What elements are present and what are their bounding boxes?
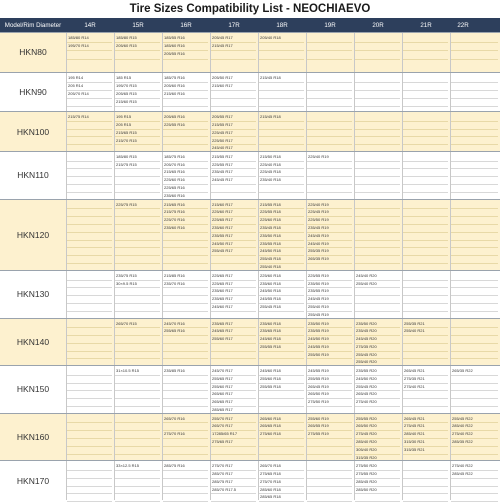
tire-size-cell: 285/45 R22 — [451, 470, 498, 479]
model-group — [0, 32, 500, 72]
tire-size-cell: 235/55 R19 — [307, 287, 352, 296]
tire-size-cell: 255/45 R18 — [259, 255, 304, 264]
tire-size-cell: 255/55 R20 — [355, 415, 400, 424]
tire-size-cell: 275/35 R20 — [355, 343, 400, 352]
tire-size-cell: 245/50 R18 — [259, 287, 304, 296]
tire-size-cell: 235/65 R17 — [211, 320, 256, 329]
model-group — [0, 72, 500, 112]
tire-size-cell: 275/40 R22 — [451, 430, 498, 439]
model-group — [0, 460, 500, 500]
tire-size-cell: 275/70 R16 — [163, 430, 208, 439]
tire-size-cell: 205/65 R15 — [115, 90, 160, 99]
tire-size-cell: 235/60 R18 — [259, 320, 304, 329]
tire-size-cell: 265/45 R20 — [355, 390, 400, 399]
tire-size-cell: 235/55 R20 — [355, 367, 400, 376]
tire-size-cell: 235/50 R20 — [355, 320, 400, 329]
header-col-20r: 20R — [372, 21, 384, 29]
tire-size-cell: 215/65 R16 — [163, 201, 208, 210]
model-name: HKN80 — [19, 47, 47, 58]
tire-size-cell: 285/35 R22 — [451, 438, 498, 447]
tire-size-cell: 235/50 R19 — [307, 320, 352, 329]
header-col-14r: 14R — [84, 21, 96, 29]
tire-size-cell — [451, 98, 498, 107]
tire-size-cell: 255/40 R20 — [355, 280, 400, 289]
tire-size-cell: 225/45 R19 — [307, 208, 352, 217]
tire-size-cell: 215/60 R17 — [211, 201, 256, 210]
tire-size-cell: 255/55 R18 — [259, 383, 304, 392]
tire-size-cell: 265/70 R17 — [211, 422, 256, 431]
tire-size-cell — [451, 50, 498, 59]
tire-size-cell: 275/50 R20 — [355, 462, 400, 471]
tire-size-cell — [403, 493, 448, 502]
tire-size-cell: 205/60 R16 — [163, 82, 208, 91]
model-group — [0, 365, 500, 413]
tire-size-cell: 235/65 R17 — [211, 295, 256, 304]
tire-size-cell: 205/50 R17 — [211, 74, 256, 83]
tire-size-cell: 215/55 R17 — [211, 153, 256, 162]
tire-size-cell: 235/75 R15 — [115, 272, 160, 281]
tire-size-cell: 235/50 R19 — [307, 280, 352, 289]
tire-size-cell: 255/65 R17 — [211, 375, 256, 384]
tire-size-cell: 225/40 R18 — [259, 161, 304, 170]
tire-size-cell: 235/55 R18 — [259, 240, 304, 249]
tire-size-cell: 185/55 R16 — [163, 34, 208, 43]
tire-size-cell: 215/65 R16 — [163, 168, 208, 177]
tire-size-cell — [67, 98, 112, 107]
tire-size-cell: 285/40 R22 — [451, 422, 498, 431]
tire-size-cell: 275/45 R20 — [355, 430, 400, 439]
tire-size-cell: 225/65 R17 — [211, 280, 256, 289]
tire-size-cell: 215/70 R15 — [115, 137, 160, 146]
header-col-19r: 19R — [324, 21, 336, 29]
tire-size-cell: 275/40 R22 — [451, 462, 498, 471]
tire-size-cell — [163, 98, 208, 107]
header-col-18r: 18R — [276, 21, 288, 29]
model-name: HKN170 — [16, 475, 50, 486]
tire-size-cell: 255/45 R20 — [355, 351, 400, 360]
tire-size-cell: 275/55 R20 — [355, 470, 400, 479]
model-group — [0, 318, 500, 366]
tire-size-cell: 235/85 R16 — [163, 367, 208, 376]
tire-size-cell: 225/40 R19 — [307, 153, 352, 162]
tire-size-cell: 215/45 R18 — [259, 113, 304, 122]
tire-size-cell: 285/75 R17 — [211, 478, 256, 487]
tire-size-cell: 275/60 R18 — [259, 430, 304, 439]
tire-size-cell: 225/40 R19 — [307, 201, 352, 210]
tire-size-cell: 255/40 R19 — [307, 303, 352, 312]
tire-size-cell: 265/65 R17 — [211, 398, 256, 407]
tire-size-cell: 285/60 R18 — [259, 486, 304, 495]
tire-size-cell: 245/40 R20 — [355, 272, 400, 281]
tire-size-cell: 315/35 R20 — [355, 454, 400, 463]
tire-size-cell: 275/40 R21 — [403, 383, 448, 392]
tire-size-cell: 245/50 R17 — [211, 240, 256, 249]
tire-size-cell: 205/40 R18 — [259, 34, 304, 43]
tire-size-cell: 305/40 R20 — [355, 446, 400, 455]
tire-size-cell: 285/40 R21 — [403, 430, 448, 439]
tire-size-cell: 205/60 R15 — [115, 42, 160, 51]
tire-size-cell: 285/50 R20 — [355, 486, 400, 495]
tire-size-cell: 205/70 R14 — [67, 90, 112, 99]
tire-size-cell: 245/40 R17 — [211, 144, 256, 153]
tire-size-cell: 275/40 R20 — [355, 398, 400, 407]
tire-size-cell: 275/45 R21 — [403, 422, 448, 431]
tire-size-cell: 225/60 R18 — [259, 272, 304, 281]
tire-size-cell: 235/45 R19 — [307, 224, 352, 233]
tire-size-cell: 195 R15 — [115, 113, 160, 122]
tire-size-cell — [115, 50, 160, 59]
tire-size-cell: 315/35 R21 — [403, 446, 448, 455]
tire-size-cell — [163, 493, 208, 502]
tire-size-cell: 185/80 R15 — [115, 34, 160, 43]
tire-size-cell: 235/45 R20 — [355, 327, 400, 336]
tire-size-cell: 235/65 R18 — [259, 327, 304, 336]
tire-size-cell: 225/45 R17 — [211, 129, 256, 138]
model-name: HKN140 — [16, 336, 50, 347]
tire-size-cell: 235/45 R17 — [211, 168, 256, 177]
tire-size-cell — [115, 493, 160, 502]
model-name: HKN110 — [17, 170, 49, 181]
tire-size-cell: 285/65 R18 — [259, 493, 304, 502]
tire-size-cell: 215/60 R16 — [163, 90, 208, 99]
tire-size-cell: 245/55 R19 — [307, 367, 352, 376]
tire-size-cell: 265/60 R17 — [211, 390, 256, 399]
tire-size-cell: 215/55 R18 — [259, 201, 304, 210]
tire-size-cell — [307, 50, 352, 59]
tire-size-cell: 255/35 R21 — [403, 320, 448, 329]
header-col-22r: 22R — [457, 21, 469, 29]
tire-size-cell: 205/65 R16 — [163, 113, 208, 122]
tire-size-cell: 245/45 R19 — [307, 232, 352, 241]
tire-size-cell: 285/40 R20 — [355, 438, 400, 447]
tire-size-cell: 265/50 R19 — [307, 390, 352, 399]
model-name: HKN90 — [19, 86, 47, 97]
tire-size-cell: 275/70 R17 — [211, 462, 256, 471]
tire-size-cell — [355, 493, 400, 502]
tire-size-cell: 255/40 R20 — [355, 358, 400, 367]
tire-size-cell: 225/50 R19 — [307, 216, 352, 225]
tire-size-cell: 225/65 R16 — [163, 184, 208, 193]
tire-size-cell: 235/70 R16 — [163, 280, 208, 289]
tire-size-cell: 255/45 R20 — [355, 383, 400, 392]
tire-size-cell: 225/55 R19 — [307, 272, 352, 281]
tire-size-cell: 265/65 R18 — [259, 422, 304, 431]
tire-size-cell: 235/55 R19 — [307, 327, 352, 336]
tire-size-cell: 255/70 R17 — [211, 415, 256, 424]
tire-size-cell: 215/85 R16 — [163, 272, 208, 281]
tire-size-cell: 185/80 R15 — [115, 153, 160, 162]
tire-size-cell: 225/65 R17 — [211, 272, 256, 281]
tire-size-cell: 255/45 R18 — [259, 303, 304, 312]
tire-size-cell: 235/60 R18 — [259, 280, 304, 289]
tire-size-cell — [355, 50, 400, 59]
tire-size-cell: 255/40 R18 — [259, 263, 304, 272]
tire-size-cell: 245/40 R19 — [307, 240, 352, 249]
tire-size-cell: 215/60 R15 — [115, 98, 160, 107]
tire-size-cell: 235/60 R16 — [163, 224, 208, 233]
tire-size-cell: 235/55 R17 — [211, 232, 256, 241]
page-title: Tire Sizes Compatibility List - NEOCHIAEVO — [129, 3, 371, 15]
tire-size-cell — [211, 493, 256, 502]
tire-size-cell: 255/45 R22 — [451, 415, 498, 424]
tire-size-cell: 185 R15 — [115, 74, 160, 83]
tire-size-cell — [67, 50, 112, 59]
header-col-16r: 16R — [180, 21, 192, 29]
tire-size-cell: 265/55 R19 — [307, 422, 352, 431]
header-col-17r: 17R — [228, 21, 240, 29]
tire-size-cell: 225/70 R16 — [163, 216, 208, 225]
tire-size-cell: 285/70 R17 — [211, 470, 256, 479]
tire-size-cell: 245/60 R17 — [211, 303, 256, 312]
tire-size-cell — [211, 98, 256, 107]
tire-size-cell: 235/60 R17 — [211, 224, 256, 233]
tire-size-cell: 215/60 R17 — [211, 82, 256, 91]
tire-size-cell: 205/55 R16 — [163, 50, 208, 59]
tire-size-cell: 275/55 R19 — [307, 430, 352, 439]
tire-size-cell: 195 R14 — [67, 74, 112, 83]
tire-size-cell: 205/70 R16 — [163, 161, 208, 170]
tire-size-cell: 225/60 R17 — [211, 208, 256, 217]
tire-size-cell: 245/50 R19 — [307, 335, 352, 344]
tire-size-cell: 225/60 R16 — [163, 176, 208, 185]
model-group — [0, 151, 500, 199]
tire-size-cell: 215/50 R18 — [259, 153, 304, 162]
tire-size-cell: 205/55 R17 — [211, 113, 256, 122]
model-group — [0, 413, 500, 461]
tire-size-cell: 265/50 R20 — [355, 422, 400, 431]
model-group — [0, 270, 500, 318]
tire-size-cell: 245/50 R18 — [259, 247, 304, 256]
tire-size-cell: 265/45 R21 — [403, 415, 448, 424]
tire-size-cell: 265/35 R19 — [307, 255, 352, 264]
tire-size-cell: 255/60 R19 — [307, 415, 352, 424]
tire-size-cell: 245/65 R17 — [211, 327, 256, 336]
tire-size-cell: 205/45 R17 — [211, 34, 256, 43]
tire-size-cell: 225/45 R18 — [259, 168, 304, 177]
tire-size-cell — [451, 493, 498, 502]
tire-size-cell: 245/45 R17 — [211, 176, 256, 185]
tire-size-cell: 255/60 R17 — [211, 383, 256, 392]
tire-size-cell: 265/45 R19 — [307, 383, 352, 392]
tire-size-cell: 265/70 R18 — [259, 462, 304, 471]
tire-size-cell: 255/60 R18 — [259, 375, 304, 384]
tire-size-cell: 225/55 R16 — [163, 121, 208, 130]
model-group — [0, 111, 500, 151]
tire-size-cell: 255/45 R19 — [307, 311, 352, 320]
model-name: HKN120 — [16, 229, 50, 240]
tire-size-cell: 215/45 R18 — [259, 74, 304, 83]
model-name: HKN160 — [16, 432, 50, 443]
tire-size-cell: 255/35 R19 — [307, 247, 352, 256]
tire-size-cell — [259, 98, 304, 107]
tire-size-cell: 255/40 R21 — [403, 327, 448, 336]
tire-size-cell: 275/65 R17 — [211, 438, 256, 447]
tire-size-cell: 215/65 R15 — [115, 129, 160, 138]
tire-size-cell: 255/45 R17 — [211, 247, 256, 256]
model-name: HKN100 — [16, 126, 50, 137]
tire-size-cell: 255/55 R19 — [307, 375, 352, 384]
tire-size-cell: 245/45 R19 — [307, 295, 352, 304]
tire-size-cell — [307, 98, 352, 107]
compatibility-table — [0, 32, 500, 500]
tire-size-cell — [403, 50, 448, 59]
header-col-21r: 21R — [420, 21, 432, 29]
tire-size-cell: 185/80 R14 — [67, 34, 112, 43]
header-col-15r: 15R — [132, 21, 144, 29]
tire-size-cell — [403, 98, 448, 107]
tire-size-cell: 255/65 R16 — [163, 327, 208, 336]
tire-size-cell: 265/45 R21 — [403, 367, 448, 376]
tire-size-cell: 265/70 R15 — [115, 320, 160, 329]
tire-size-cell: 225/50 R17 — [211, 137, 256, 146]
tire-size-cell: 215/45 R17 — [211, 42, 256, 51]
tire-size-cell: 235/60 R16 — [163, 192, 208, 201]
tire-size-cell: 225/55 R17 — [211, 161, 256, 170]
tire-size-cell: 205 R14 — [67, 82, 112, 91]
tire-size-cell: 205 R15 — [115, 121, 160, 130]
tire-size-cell: 255/60 R17 — [211, 335, 256, 344]
tire-size-cell: 275/65 R18 — [259, 470, 304, 479]
tire-size-cell — [355, 98, 400, 107]
tire-size-cell — [211, 50, 256, 59]
tire-size-cell — [259, 50, 304, 59]
tire-size-cell: 225/55 R18 — [259, 208, 304, 217]
tire-size-cell: 265/60 R18 — [259, 415, 304, 424]
tire-size-cell: 215/75 R15 — [115, 161, 160, 170]
tire-size-cell: 255/55 R18 — [259, 343, 304, 352]
table-header — [0, 18, 500, 32]
tire-size-cell: 235/50 R18 — [259, 232, 304, 241]
tire-size-cell: 31×10.5 R15 — [115, 367, 160, 376]
tire-size-cell: 245/70 R16 — [163, 320, 208, 329]
tire-size-cell: 195/70 R14 — [67, 42, 112, 51]
tire-size-cell: 285/65 R17 — [211, 406, 256, 415]
tire-size-cell: 215/55 R17 — [211, 121, 256, 130]
tire-size-cell: 185/60 R16 — [163, 42, 208, 51]
tire-size-cell: 275/70 R18 — [259, 478, 304, 487]
tire-size-cell: 255/50 R19 — [307, 351, 352, 360]
tire-size-cell: 275/50 R19 — [307, 398, 352, 407]
tire-size-cell: 265/35 R22 — [451, 367, 498, 376]
tire-size-cell: 265/70 R16 — [163, 415, 208, 424]
tire-size-cell: 245/55 R19 — [307, 343, 352, 352]
tire-size-cell: 235/60 R17 — [211, 287, 256, 296]
tire-size-cell: 215/75 R16 — [163, 208, 208, 217]
tire-size-cell: 245/45 R20 — [355, 335, 400, 344]
tire-size-cell: 245/50 R20 — [355, 375, 400, 384]
tire-size-cell: 225/65 R17 — [211, 216, 256, 225]
tire-size-cell: 315/30 R21 — [403, 438, 448, 447]
tire-size-cell — [67, 493, 112, 502]
tire-size-cell: 185/75 R16 — [163, 153, 208, 162]
model-name: HKN130 — [16, 289, 50, 300]
tire-size-cell: 245/55 R18 — [259, 295, 304, 304]
tire-size-cell — [307, 493, 352, 502]
tire-size-cell: 235/45 R18 — [259, 224, 304, 233]
tire-size-cell: 245/60 R18 — [259, 335, 304, 344]
tire-size-cell: 185/75 R16 — [163, 74, 208, 83]
tire-size-cell: 195/70 R15 — [115, 82, 160, 91]
tire-size-cell: 225/75 R15 — [115, 201, 160, 210]
tire-size-cell: 275/35 R21 — [403, 375, 448, 384]
tire-size-cell: 225/60 R18 — [259, 216, 304, 225]
tire-size-cell: 285/70 R17.5 — [211, 486, 256, 495]
tire-size-cell: 245/60 R18 — [259, 367, 304, 376]
tire-size-cell: 235/40 R18 — [259, 176, 304, 185]
tire-size-cell: 285/45 R20 — [355, 478, 400, 487]
header-model-rim: Model/Rim Diameter — [4, 21, 62, 29]
tire-size-cell: 285/75 R16 — [163, 462, 208, 471]
tire-size-cell: 30×9.5 R15 — [115, 280, 160, 289]
model-group — [0, 199, 500, 270]
tire-size-cell: 245/70 R17 — [211, 367, 256, 376]
model-name: HKN150 — [16, 384, 50, 395]
tire-size-cell: 17285/65 R17 — [211, 430, 256, 439]
tire-size-cell: 215/75 R14 — [67, 113, 112, 122]
tire-size-cell: 33×12.5 R15 — [115, 462, 160, 471]
